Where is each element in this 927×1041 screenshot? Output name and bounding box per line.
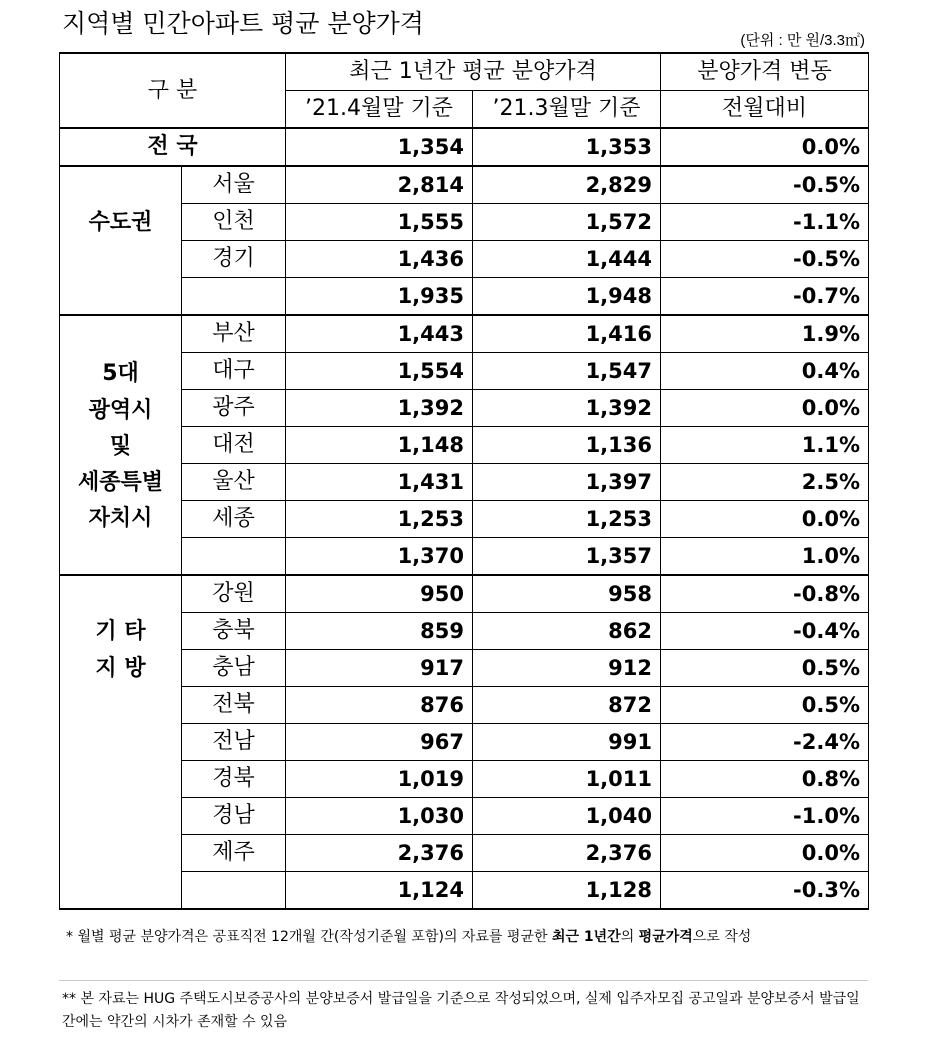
header-recent-avg: 최근 1년간 평균 분양가격 bbox=[286, 53, 661, 91]
region-chg: -2.4% bbox=[661, 724, 869, 761]
region-name: 경기 bbox=[182, 241, 286, 278]
region-name: 울산 bbox=[182, 464, 286, 501]
group-label-line: 자치시 bbox=[88, 506, 153, 532]
region-apr: 2,376 bbox=[286, 835, 473, 872]
region-name: 경북 bbox=[182, 761, 286, 798]
subtotal-mar: 1,357 bbox=[473, 538, 661, 576]
region-apr: 1,431 bbox=[286, 464, 473, 501]
region-mar: 1,392 bbox=[473, 390, 661, 427]
header-change: 분양가격 변동 bbox=[661, 53, 869, 91]
region-chg: -0.5% bbox=[661, 241, 869, 278]
header-col-mar: ’21.3월말 기준 bbox=[473, 91, 661, 129]
region-mar: 1,040 bbox=[473, 798, 661, 835]
region-mar: 862 bbox=[473, 613, 661, 650]
group-capital-label: 수도권 bbox=[60, 166, 182, 315]
region-apr: 2,814 bbox=[286, 166, 473, 204]
region-name: 대전 bbox=[182, 427, 286, 464]
region-mar: 2,829 bbox=[473, 166, 661, 204]
region-chg: 0.0% bbox=[661, 390, 869, 427]
footnote-1: * 월별 평균 분양가격은 공표직전 12개월 간(작성기준월 포함)의 자료를 평균한 최근 1년간의 평균가격으로 작성 bbox=[66, 929, 752, 945]
region-mar: 1,136 bbox=[473, 427, 661, 464]
region-mar: 1,572 bbox=[473, 204, 661, 241]
region-mar: 912 bbox=[473, 650, 661, 687]
page-title: 지역별 민간아파트 평균 분양가격 bbox=[62, 9, 424, 38]
group-label-line: 광역시 bbox=[88, 397, 153, 423]
region-apr: 1,148 bbox=[286, 427, 473, 464]
group-label-line: 세종특별 bbox=[77, 470, 163, 496]
region-chg: 0.8% bbox=[661, 761, 869, 798]
region-apr: 1,019 bbox=[286, 761, 473, 798]
region-apr: 1,554 bbox=[286, 353, 473, 390]
region-chg: 0.0% bbox=[661, 835, 869, 872]
region-chg: -1.1% bbox=[661, 204, 869, 241]
group-label-line: 5대 bbox=[102, 361, 139, 387]
subtotal-apr: 1,370 bbox=[286, 538, 473, 576]
region-name: 부산 bbox=[182, 315, 286, 353]
region-apr: 967 bbox=[286, 724, 473, 761]
region-mar: 1,547 bbox=[473, 353, 661, 390]
region-apr: 1,253 bbox=[286, 501, 473, 538]
subtotal-chg: -0.7% bbox=[661, 278, 869, 316]
region-chg: -0.8% bbox=[661, 575, 869, 613]
region-name: 충남 bbox=[182, 650, 286, 687]
subtotal-spacer bbox=[182, 278, 286, 316]
region-name: 전북 bbox=[182, 687, 286, 724]
region-mar: 1,011 bbox=[473, 761, 661, 798]
region-name: 제주 bbox=[182, 835, 286, 872]
header-col-apr: ’21.4월말 기준 bbox=[286, 91, 473, 129]
group-metro-label bbox=[60, 315, 182, 575]
subtotal-spacer bbox=[182, 538, 286, 576]
national-chg: 0.0% bbox=[661, 128, 869, 166]
region-apr: 1,443 bbox=[286, 315, 473, 353]
subtotal-chg: -0.3% bbox=[661, 872, 869, 910]
region-apr: 917 bbox=[286, 650, 473, 687]
footnote-2: ** 본 자료는 HUG 주택도시보증공사의 분양보증서 발급일을 기준으로 작성되었으며, 실제 입주자모집 공고일과 분양보증서 발급일 간에는 약간의 시차가 존재할 수 있음 bbox=[62, 991, 860, 1030]
subtotal-mar: 1,128 bbox=[473, 872, 661, 910]
region-name: 전남 bbox=[182, 724, 286, 761]
region-apr: 1,555 bbox=[286, 204, 473, 241]
region-name: 광주 bbox=[182, 390, 286, 427]
region-chg: -0.5% bbox=[661, 166, 869, 204]
price-table bbox=[59, 52, 869, 910]
national-mar: 1,353 bbox=[473, 128, 661, 166]
region-chg: 0.4% bbox=[661, 353, 869, 390]
region-apr: 859 bbox=[286, 613, 473, 650]
region-chg: -0.4% bbox=[661, 613, 869, 650]
subtotal-spacer bbox=[182, 872, 286, 910]
region-name: 서울 bbox=[182, 166, 286, 204]
subtotal-chg: 1.0% bbox=[661, 538, 869, 576]
region-name: 충북 bbox=[182, 613, 286, 650]
subtotal-mar: 1,948 bbox=[473, 278, 661, 316]
header-category: 구 분 bbox=[60, 53, 286, 128]
region-apr: 1,030 bbox=[286, 798, 473, 835]
group-other-label bbox=[60, 575, 182, 909]
region-name: 세종 bbox=[182, 501, 286, 538]
national-apr: 1,354 bbox=[286, 128, 473, 166]
national-label: 전 국 bbox=[60, 128, 286, 166]
region-mar: 1,253 bbox=[473, 501, 661, 538]
region-name: 인천 bbox=[182, 204, 286, 241]
region-apr: 876 bbox=[286, 687, 473, 724]
subtotal-apr: 1,935 bbox=[286, 278, 473, 316]
region-chg: 2.5% bbox=[661, 464, 869, 501]
group-label-line: 및 bbox=[109, 433, 132, 459]
footnote-divider bbox=[59, 980, 868, 981]
unit-label: (단위 : 만 원/3.3㎡) bbox=[740, 32, 865, 49]
region-chg: 1.1% bbox=[661, 427, 869, 464]
region-chg: 0.0% bbox=[661, 501, 869, 538]
region-chg: -1.0% bbox=[661, 798, 869, 835]
region-chg: 0.5% bbox=[661, 687, 869, 724]
region-name: 경남 bbox=[182, 798, 286, 835]
subtotal-apr: 1,124 bbox=[286, 872, 473, 910]
region-mar: 2,376 bbox=[473, 835, 661, 872]
region-chg: 0.5% bbox=[661, 650, 869, 687]
group-label-line: 지 방 bbox=[95, 655, 146, 681]
region-mar: 872 bbox=[473, 687, 661, 724]
region-name: 대구 bbox=[182, 353, 286, 390]
region-mar: 958 bbox=[473, 575, 661, 613]
region-name: 강원 bbox=[182, 575, 286, 613]
region-mar: 991 bbox=[473, 724, 661, 761]
header-col-mom: 전월대비 bbox=[661, 91, 869, 129]
region-mar: 1,444 bbox=[473, 241, 661, 278]
group-label-line: 기 타 bbox=[95, 619, 146, 645]
region-apr: 950 bbox=[286, 575, 473, 613]
region-apr: 1,436 bbox=[286, 241, 473, 278]
region-apr: 1,392 bbox=[286, 390, 473, 427]
region-mar: 1,397 bbox=[473, 464, 661, 501]
region-chg: 1.9% bbox=[661, 315, 869, 353]
region-mar: 1,416 bbox=[473, 315, 661, 353]
